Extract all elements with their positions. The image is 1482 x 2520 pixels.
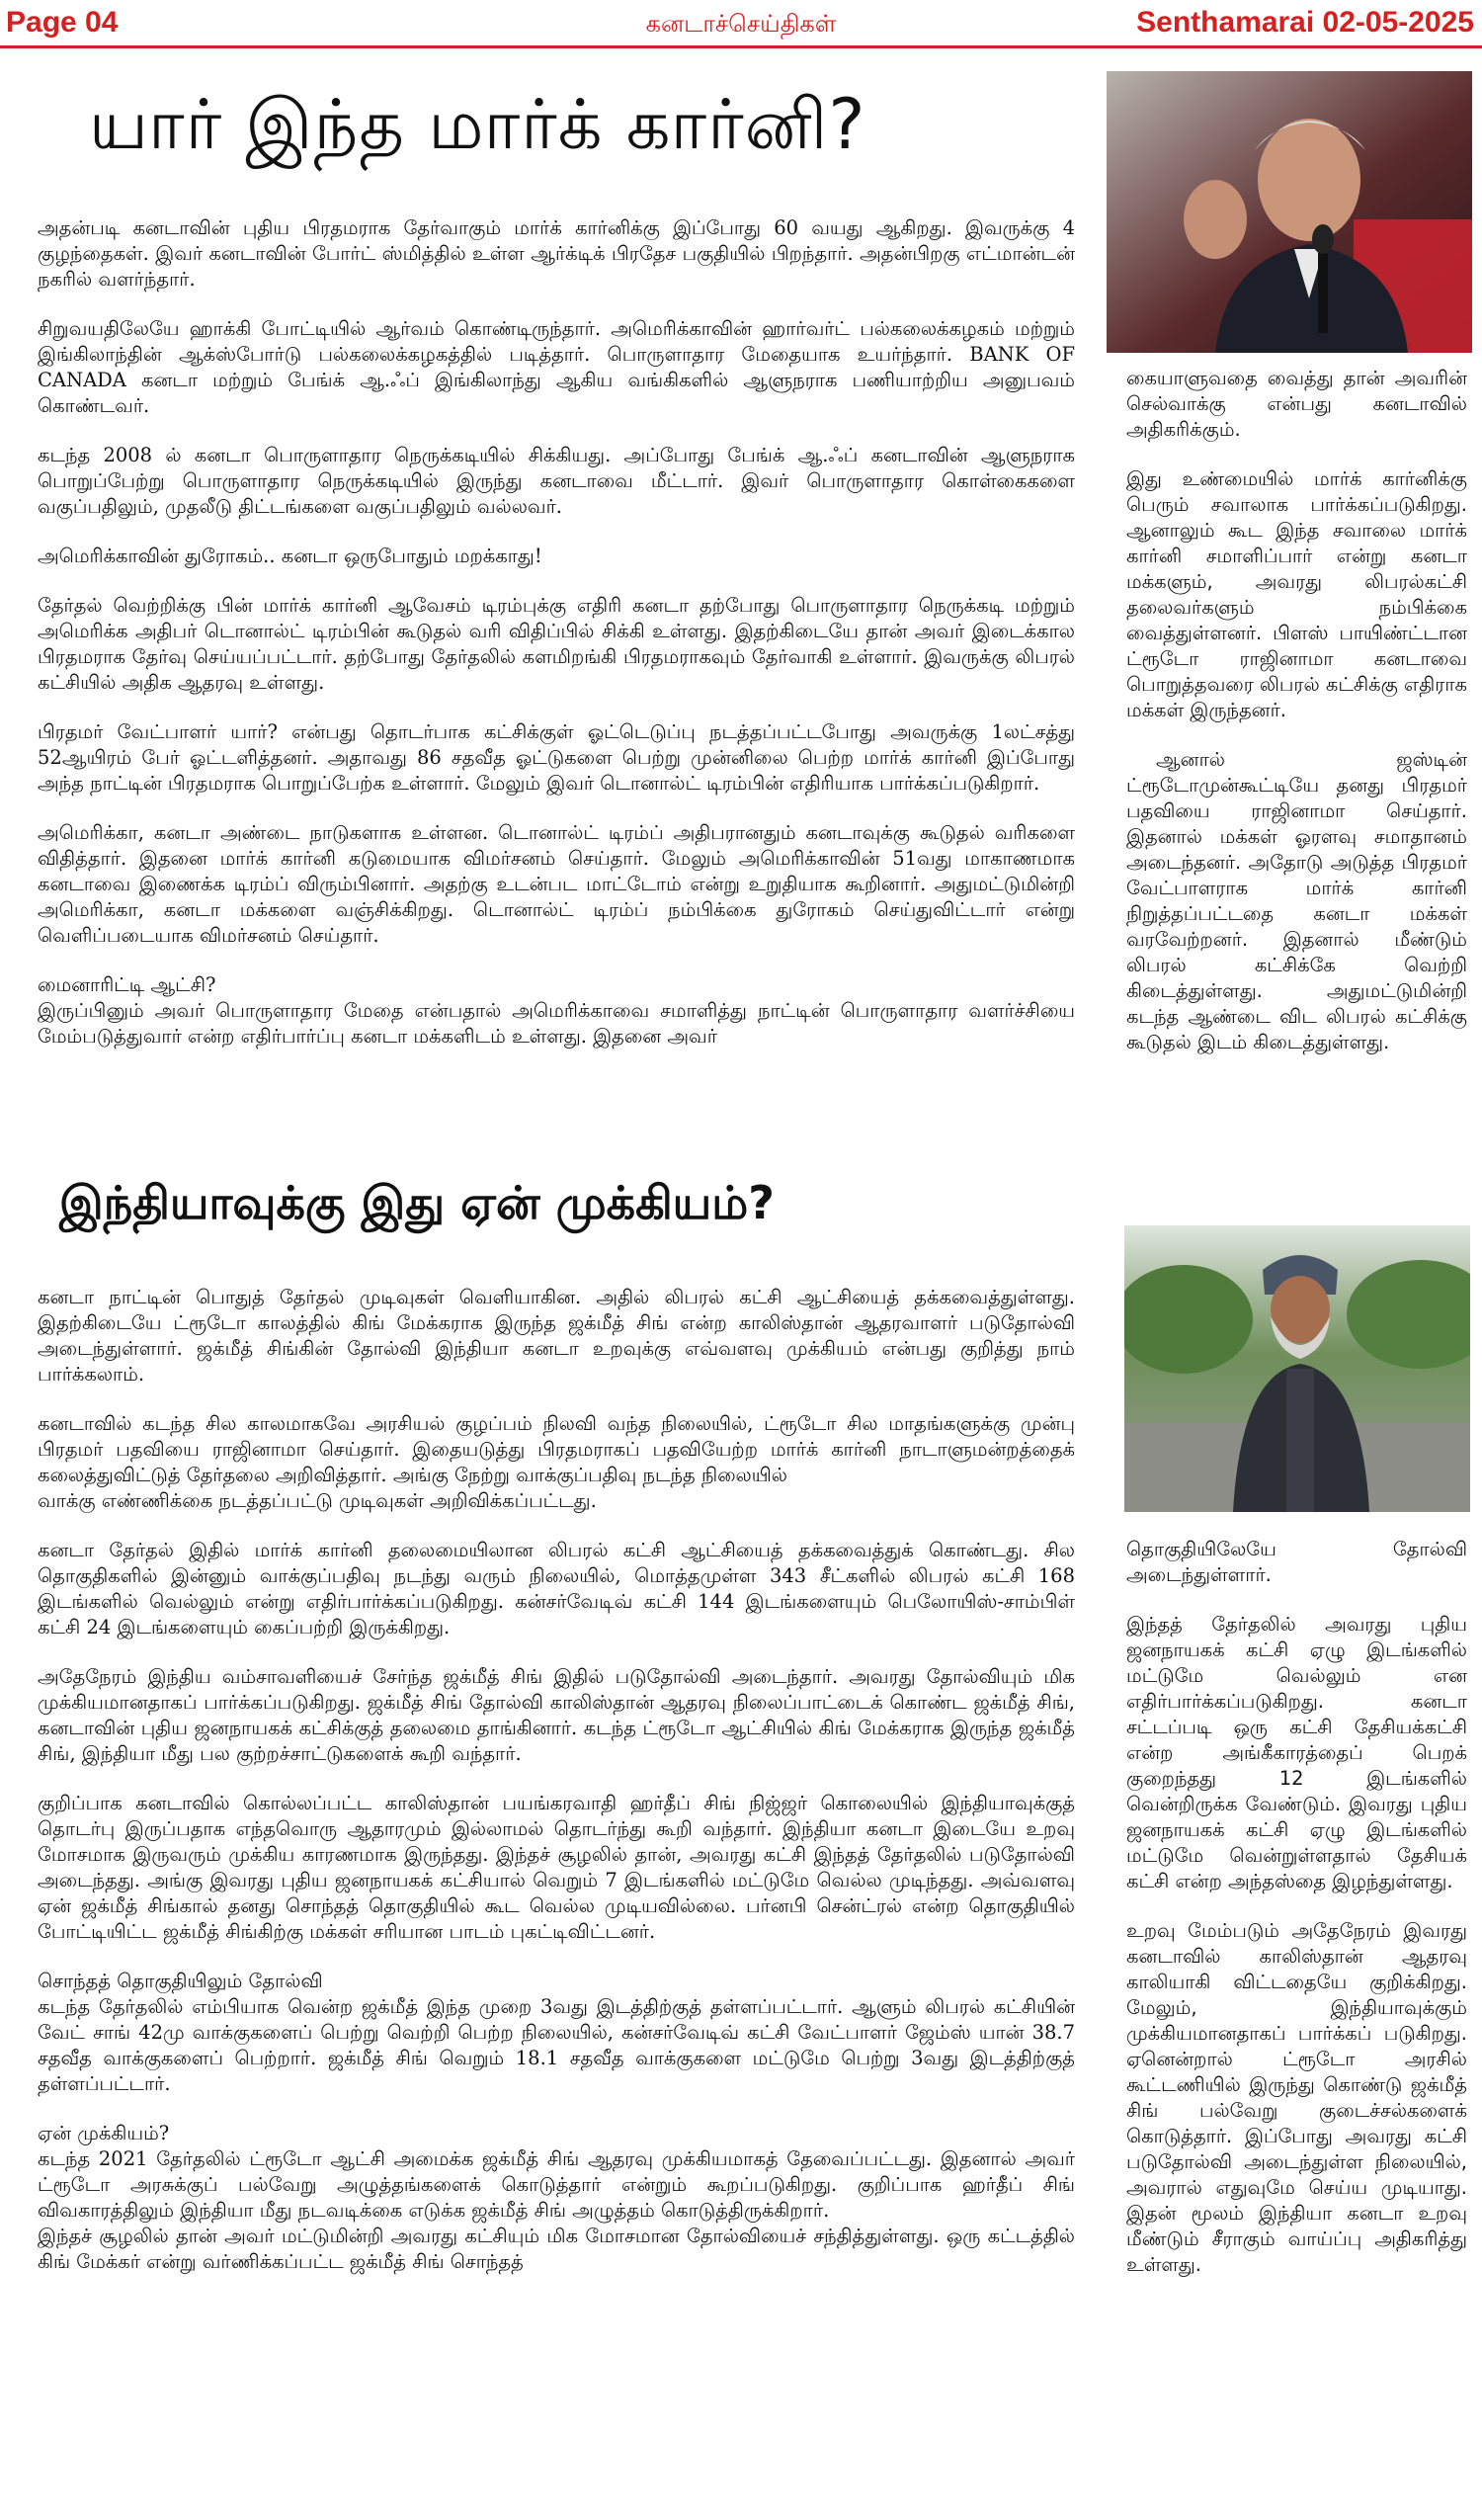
article1-paragraph: கடந்த 2008 ல் கனடா பொருளாதார நெருக்கடியில் சிக்கியது. அப்போது பேங்க் ஆ.ஃப் கனடாவின் ஆளுநராக பொறுப்பேற்று பொருளாதார நெருக்கடியில் இருந்து கனடாவை மீட்டார். இவர் பொருளாதார கொள்கைகளை வகுப்பதிலும், முதலீடு திட்டங்களை வகுப்பதிலும் வல்லவர். [38,444,1075,518]
article2-paragraph: ஏன் முக்கியம்? கடந்த 2021 தேர்தலில் ட்ரூடோ ஆட்சி அமைக்க ஜக்மீத் சிங் ஆதரவு முக்கியமாகத் தேவைப்பட்டது. இதனால் அவர் ட்ரூடோ அரசுக்குப் பல்வேறு அழுத்தங்களைக் கொடுத்தார் என்றும் கூறப்படுகிறது. குறிப்பாக ஹர்தீப் சிங் விவகாரத்திலும் இந்தியா மீது நடவடிக்கை எடுக்க ஜக்மீத் சிங் அழுத்தம் கொடுத்திருக்கிறார். இந்தச் சூழலில் தான் அவர் மட்டுமின்றி அவரது கட்சியும் மிக மோசமான தோல்வியைச் சந்தித்துள்ளது. ஒரு கட்டத்தில் கிங் மேக்கர் என்று வர்ணிக்கப்பட்ட ஜக்மீத் சிங் சொந்தத் [38,2122,1075,2273]
jagmeet-singh-photo [1124,1225,1470,1512]
jagmeet-singh-photo-art [1124,1225,1470,1512]
article2-body [38,1285,1075,2515]
sidebar-paragraph: தொகுதியிலேயே தோல்வி அடைந்துள்ளார். [1126,1538,1467,1586]
article1-paragraph: அமெரிக்கா, கனடா அண்டை நாடுகளாக உள்ளன. டொனால்ட் டிரம்ப் அதிபரானதும் கனடாவுக்கு கூடுதல் வரிகளை விதித்தார். இதனை மார்க் கார்னி கடுமையாக விமர்சனம் செய்தார். மேலும் அமெரிக்காவின் 51வது மாகாணமாக கனடாவை இணைக்க டிரம்ப் விரும்பினார். அதற்கு உடன்பட மாட்டோம் என்று உறுதியாக கூறினார். அதுமட்டுமின்றி அமெரிக்கா, கனடா மக்களை வஞ்சிக்கிறது. டொனால்ட் டிரம்ப் நம்பிக்கை துரோகம் செய்துவிட்டார் என்று வெளிப்படையாக விமர்சனம் செய்தார். [38,821,1075,947]
article1-paragraph: சிறுவயதிலேயே ஹாக்கி போட்டியில் ஆர்வம் கொண்டிருந்தார். அமெரிக்காவின் ஹார்வர்ட் பல்கலைக்கழகம் மற்றும் இங்கிலாந்தின் ஆக்ஸ்போர்டு பல்கலைக்கழகத்தில் படித்தார். பொருளாதார மேதையாக உயர்ந்தார். BANK OF CANADA கனடா மற்றும் பேங்க் ஆ.ஃப் இங்கிலாந்து ஆகிய வங்கிகளில் ஆளுநராக பணியாற்றிய அனுபவம் கொண்டவர். [38,317,1075,417]
article1-paragraph: தேர்தல் வெற்றிக்கு பின் மார்க் கார்னி ஆவேசம் டிரம்புக்கு எதிரி கனடா தற்போது பொருளாதார நெருக்கடி மற்றும் அமெரிக்க அதிபர் டொனால்ட் டிரம்பின் கூடுதல் வரி விதிப்பில் சிக்கி உள்ளது. இதற்கிடையே தான் அவர் இடைக்கால பிரதமராக தேர்வு செய்யப்பட்டார். தற்போது தேர்தலில் களமிறங்கி பிரதமராகவும் தேர்வாகி உள்ளார். இவருக்கு லிபரல் கட்சியில் அதிக ஆதரவு உள்ளது. [38,594,1075,694]
page-header [0,0,1482,49]
page-number: Page 04 [6,6,119,39]
article2-paragraph: குறிப்பாக கனடாவில் கொல்லப்பட்ட காலிஸ்தான் பயங்கரவாதி ஹர்தீப் சிங் நிஜ்ஜர் கொலையில் இந்தியாவுக்குத் தொடர்பு இருப்பதாக எந்தவொரு ஆதாரமும் இல்லாமல் தொடர்ந்து கூறி வந்தார். இந்தியா கனடா இடையே உறவு மோசமாக இருவரும் முக்கிய காரணமாக இருந்தது. இந்தச் சூழலில் தான், அவரது கட்சி இந்தத் தேர்தலில் படுதோல்வி அடைந்தது. அங்கு இவரது புதிய ஜனநாயகக் கட்சியால் வெறும் 7 இடங்களில் மட்டுமே வெல்ல முடிந்தது. அவ்வளவு ஏன் ஜக்மீத் சிங்கால் தனது சொந்தத் தொகுதியில் கூட வெல்ல முடியவில்லை. பர்னபி சென்ட்ரல் என்ற தொகுதியில் போட்டியிட்ட ஜக்மீத் சிங்கிற்கு மக்கள் சரியான பாடம் புகட்டிவிட்டனர். [38,1792,1075,1943]
article1-paragraph: மைனாரிட்டி ஆட்சி? இருப்பினும் அவர் பொருளாதார மேதை என்பதால் அமெரிக்காவை சமாளித்து நாட்டின் பொருளாதார வளர்ச்சியை மேம்படுத்துவார் என்ற எதிர்பார்ப்பு கனடா மக்களிடம் உள்ளது. இதனை அவர் [38,973,1075,1048]
article1-headline: யார் இந்த மார்க் கார்னி? [89,84,866,165]
article2-paragraph: கனடாவில் கடந்த சில காலமாகவே அரசியல் குழப்பம் நிலவி வந்த நிலையில், ட்ரூடோ சில மாதங்களுக்கு முன்பு பிரதமர் பதவியை ராஜினாமா செய்தார். இதையடுத்து பிரதமராகப் பதவியேற்ற மார்க் கார்னி நாடாளுமன்றத்தைக் கலைத்துவிட்டுத் தேர்தலை அறிவித்தார். அங்கு நேற்று வாக்குப்பதிவு நடந்த நிலையில் வாக்கு எண்ணிக்கை நடத்தப்பட்டு முடிவுகள் அறிவிக்கப்பட்டது. [38,1412,1075,1512]
article2-paragraph: கனடா நாட்டின் பொதுத் தேர்தல் முடிவுகள் வெளியாகின. அதில் லிபரல் கட்சி ஆட்சியைத் தக்கவைத்துள்ளது. இதற்கிடையே ட்ரூடோ காலத்தில் கிங் மேக்கராக இருந்த ஜக்மீத் சிங் என்ற காலிஸ்தான் ஆதரவாளர் படுதோல்வி அடைந்துள்ளார். ஜக்மீத் சிங்கின் தோல்வி இந்தியா கனடா உறவுக்கு எவ்வளவு முக்கியம் என்பது குறித்து நாம் பார்க்கலாம். [38,1286,1075,1386]
article1-subhead: அமெரிக்காவின் துரோகம்.. கனடா ஒருபோதும் மறக்காது! [38,545,542,567]
article1-body [38,215,1075,1149]
mark-carney-photo-art [1107,71,1472,353]
sidebar-paragraph: உறவு மேம்படும் அதேநேரம் இவரது கனடாவில் காலிஸ்தான் ஆதரவு காலியாகி விட்டதையே குறிக்கிறது. மேலும், இந்தியாவுக்கும் முக்கியமானதாகப் பார்க்கப் படுகிறது. ஏனென்றால் ட்ரூடோ அரசில் கூட்டணியில் இருந்து கொண்டு ஜக்மீத் சிங் பல்வேறு குடைச்சல்களைக் கொடுத்தார். இப்போது அவரது கட்சி படுதோல்வி அடைந்துள்ள நிலையில், அவரால் எதுவுமே செய்ய முடியாது. இதன் மூலம் இந்தியா கனடா உறவு மீண்டும் சீராகும் வாய்ப்பு அதிகரித்து உள்ளது. [1126,1919,1467,2276]
article2-headline: இந்தியாவுக்கு இது ஏன் முக்கியம்? [59,1176,775,1229]
article1-paragraph: பிரதமர் வேட்பாளர் யார்? என்பது தொடர்பாக கட்சிக்குள் ஓட்டெடுப்பு நடத்தப்பட்டபோது அவருக்கு 1லட்சத்து 52ஆயிரம் பேர் ஓட்டளித்தனர். அதாவது 86 சதவீத ஓட்டுகளை பெற்று முன்னிலை பெற்ற மார்க் கார்னி இப்போது அந்த நாட்டின் பிரதமராக பொறுப்பேற்க உள்ளார். மேலும் இவர் டொனால்ட் டிரம்பின் எதிரியாக பார்க்கப்படுகிறார். [38,720,1075,795]
sidebar-paragraph: இது உண்மையில் மார்க் கார்னிக்கு பெரும் சவாலாக பார்க்கப்படுகிறது. ஆனாலும் கூட இந்த சவாலை மார்க் கார்னி சமாளிப்பார் என்று கனடா மக்களும், அவரது லிபரல்கட்சி தலைவர்களும் நம்பிக்கை வைத்துள்ளனர். பிளஸ் பாயிண்ட்டான ட்ரூடோ ராஜினாமா கனடாவை பொறுத்தவரை லிபரல் கட்சிக்கு எதிராக மக்கள் இருந்தனர். [1126,467,1467,721]
article1-paragraph: அதன்படி கனடாவின் புதிய பிரதமராக தேர்வாகும் மார்க் கார்னிக்கு இப்போது 60 வயது ஆகிறது. இவருக்கு 4 குழந்தைகள். இவர் கனடாவின் போர்ட் ஸ்மித்தில் உள்ள ஆர்க்டிக் பிரதேச பகுதியில் பிறந்தார். அதன்பிறகு எட்மான்டன் நகரில் வளர்ந்தார். [38,216,1075,291]
header-rule [0,45,1482,48]
article1-sidebar [1126,366,1467,1216]
sidebar-paragraph: இந்தத் தேர்தலில் அவரது புதிய ஜனநாயகக் கட்சி ஏழு இடங்களில் மட்டுமே வெல்லும் என எதிர்பார்க்கப்படுகிறது. கனடா சட்டப்படி ஒரு கட்சி தேசியக்கட்சி என்ற அங்கீகாரத்தைப் பெறக் குறைந்தது 12 இடங்களில் வென்றிருக்க வேண்டும். இவரது புதிய ஜனநாயகக் கட்சி ஏழு இடங்களில் மட்டுமே வென்றுள்ளதால் தேசியக் கட்சி என்ற அந்தஸ்தை இழந்துள்ளது. [1126,1613,1467,1892]
article2-paragraph: கனடா தேர்தல் இதில் மார்க் கார்னி தலைமையிலான லிபரல் கட்சி ஆட்சியைத் தக்கவைத்துக் கொண்டது. சில தொகுதிகளில் இன்னும் வாக்குப்பதிவு நடந்து வரும் நிலையில், மொத்தமுள்ள 343 சீட்களில் லிபரல் கட்சி 168 இடங்களில் வெல்லும் என்று எதிர்பார்க்கப்படுகிறது. கன்சர்வேடிவ் கட்சி 144 இடங்களையும் பெலோயிஸ்-சாம்பிள் கட்சி 24 இடங்களையும் கைப்பற்றி இருக்கிறது. [38,1539,1075,1638]
article2-sidebar [1126,1537,1467,2515]
section-title: கனடாச்செய்திகள் [645,10,837,38]
masthead-date: Senthamarai 02-05-2025 [1136,6,1474,39]
article2-paragraph: சொந்தத் தொகுதியிலும் தோல்வி கடந்த தேர்தலில் எம்பியாக வென்ற ஜக்மீத் இந்த முறை 3வது இடத்திற்குத் தள்ளப்பட்டார். ஆளும் லிபரல் கட்சியின் வேட் சாங் 42மு வாக்குகளைப் பெற்று வெற்றி பெற்ற நிலையில், கன்சர்வேடிவ் கட்சி வேட்பாளர் ஜேம்ஸ் யான் 38.7 சதவீத வாக்குகளைப் பெற்றார். ஜக்மீத் சிங் வெறும் 18.1 சதவீத வாக்குகளை மட்டுமே பெற்று 3வது இடத்திற்குத் தள்ளப்பட்டார். [38,1970,1075,2095]
sidebar-paragraph: ஆனால் ஜஸ்டின் ட்ரூடோமுன்கூட்டியே தனது பிரதமர் பதவியை ராஜினாமா செய்தார். இதனால் மக்கள் ஓரளவு சமாதானம் அடைந்தனர். அதோடு அடுத்த பிரதமர் வேட்பாளராக மார்க் கார்னி நிறுத்தப்பட்டதை கனடா மக்கள் வரவேற்றனர். இதனால் மீண்டும் லிபரல் கட்சிக்கே வெற்றி கிடைத்துள்ளது. அதுமட்டுமின்றி கடந்த ஆண்டை விட லிபரல் கட்சிக்கு கூடுதல் இடம் கிடைத்துள்ளது. [1126,748,1467,1053]
article2-paragraph: அதேநேரம் இந்திய வம்சாவளியைச் சேர்ந்த ஜக்மீத் சிங் இதில் படுதோல்வி அடைந்தார். அவரது தோல்வியும் மிக முக்கியமானதாகப் பார்க்கப்படுகிறது. ஜக்மீத் சிங் தோல்வி காலிஸ்தான் ஆதரவு நிலைப்பாட்டைக் கொண்ட ஜக்மீத் சிங், கனடாவின் புதிய ஜனநாயகக் கட்சிக்குத் தலைமை தாங்கினார். கடந்த ட்ரூடோ ஆட்சியில் கிங் மேக்கராக இருந்த ஜக்மீத் சிங், இந்தியா மீது பல குற்றச்சாட்டுகளைக் கூறி வந்தார். [38,1665,1075,1765]
mark-carney-photo [1107,71,1472,353]
sidebar-paragraph: கையாளுவதை வைத்து தான் அவரின் செல்வாக்கு என்பது கனடாவில் அதிகரிக்கும். [1126,367,1467,441]
